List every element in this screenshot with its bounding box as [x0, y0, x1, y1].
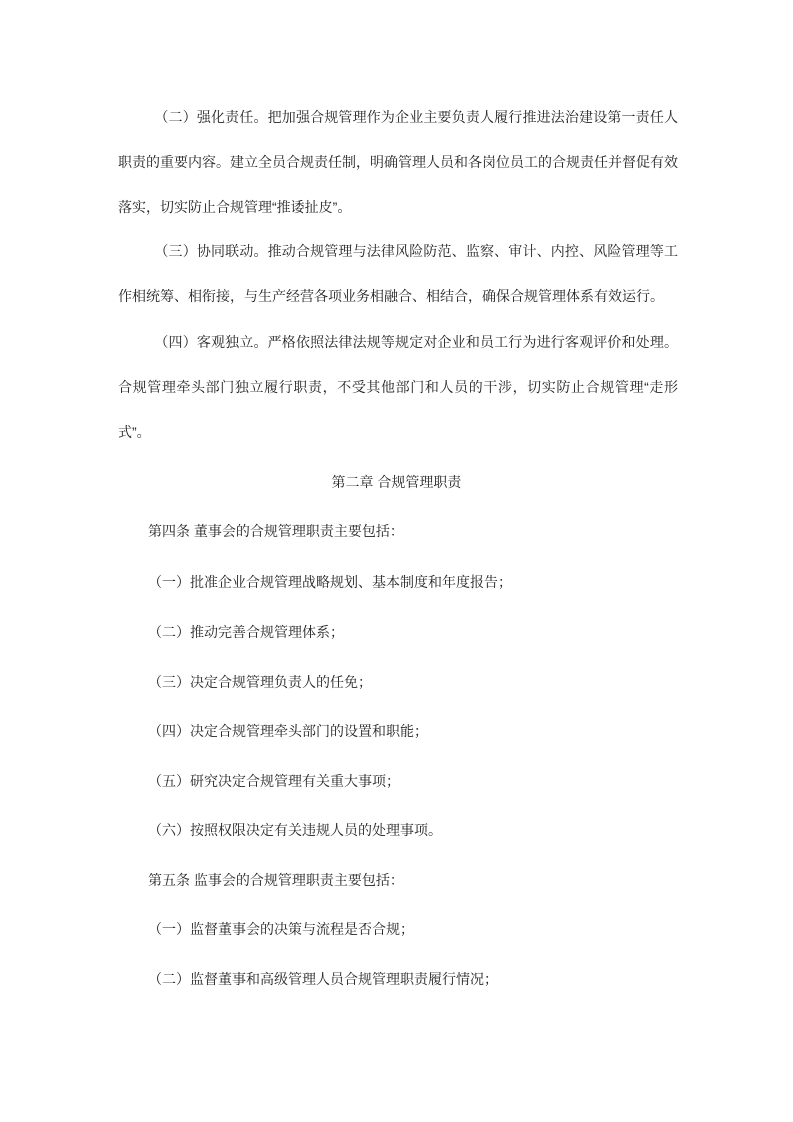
list-item: （三）决定合规管理负责人的任免；: [148, 674, 372, 690]
article-4: 第四条 董事会的合规管理职责主要包括：: [148, 523, 404, 539]
paragraph-objective-independence: （四）客观独立。严格依照法律法规等规定对企业和员工行为进行客观评价和处理。合规管理牵头部门独立履行职责，不受其他部门和人员的干涉，切实防止合规管理“走形式”。: [118, 334, 678, 440]
list-item: （一）监督董事会的决策与流程是否合规；: [148, 921, 414, 937]
paragraph-coordination: （三）协同联动。推动合规管理与法律风险防范、监察、审计、内控、风险管理等工作相统筹、相衔接，与生产经营各项业务相融合、相结合，确保合规管理体系有效运行。: [118, 243, 678, 304]
list-item: （一）批准企业合规管理战略规划、基本制度和年度报告；: [148, 574, 512, 590]
list-item: （二）推动完善合规管理体系；: [148, 624, 344, 640]
list-item: （四）决定合规管理牵头部门的设置和职能；: [148, 723, 428, 739]
list-item: （二）监督董事和高级管理人员合规管理职责履行情况；: [148, 971, 498, 987]
paragraph-strengthen-responsibility: （二）强化责任。把加强合规管理作为企业主要负责人履行推进法治建设第一责任人职责的重要内容。建立全员合规责任制，明确管理人员和各岗位员工的合规责任并督促有效落实，切实防止合规管理“推诿扯皮”。: [118, 109, 678, 215]
chapter-heading: 第二章 合规管理职责: [331, 474, 462, 490]
article-5: 第五条 监事会的合规管理职责主要包括：: [148, 872, 404, 888]
list-item: （六）按照权限决定有关违规人员的处理事项。: [148, 822, 442, 838]
list-item: （五）研究决定合规管理有关重大事项；: [148, 773, 400, 789]
